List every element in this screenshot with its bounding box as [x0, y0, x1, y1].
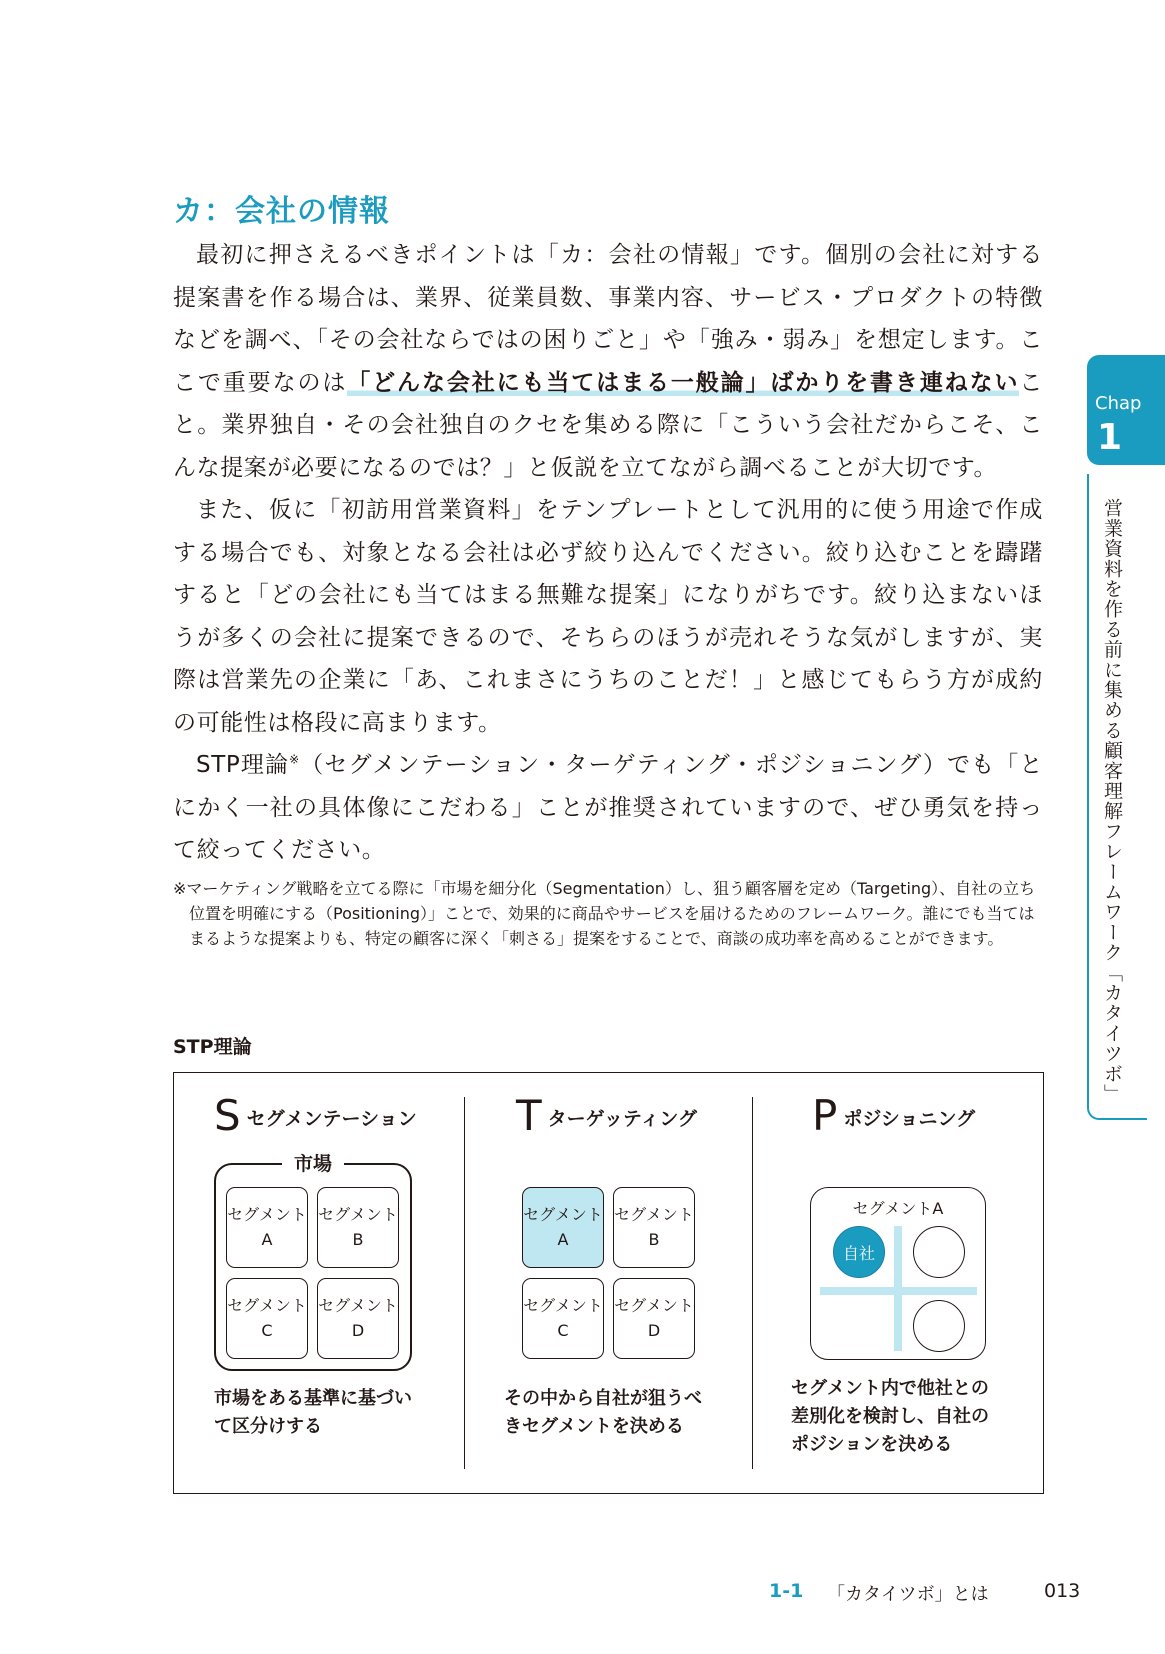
target-segment-d: セグメント D [613, 1278, 695, 1359]
chapter-number: 1 [1097, 417, 1123, 458]
targeting-letter: T [516, 1091, 542, 1140]
body-text [173, 234, 1043, 872]
segmentation-caption: 市場をある基準に基づい て区分けする [214, 1388, 412, 1437]
p1-highlight: 「どんな会社にも当てはまる一般論」ばかりを書き連ねない [347, 369, 1020, 396]
segmentation-name: セグメンテーション [246, 1108, 417, 1130]
target-segment-b: セグメント B [613, 1187, 695, 1268]
target-segment-c: セグメント C [522, 1278, 604, 1359]
positioning-name: ポジショニング [843, 1108, 976, 1130]
section-heading: カ：会社の情報 [173, 194, 390, 229]
segment-c: セグメント C [226, 1278, 308, 1359]
chapter-tab [1087, 355, 1165, 465]
positioning-map [810, 1187, 986, 1360]
targeting-header [516, 1091, 697, 1140]
footer-section-title: 「カタイツボ」とは [827, 1584, 989, 1605]
own-company-circle: 自社 [833, 1226, 885, 1278]
page-number: 013 [1044, 1580, 1081, 1602]
positioning-letter: P [812, 1091, 838, 1140]
paragraph-2: また、仮に「初訪用営業資料」をテンプレートとして汎用的に使う用途で作成する場合でも、対象となる会社は必ず絞り込んでください。絞り込むことを躊躇すると「どの会社にも当てはまる無難な提案」になりがちです。絞り込まないほうが多くの会社に提案できるので、そちらのほうが売れそうな気がしますが、実際は営業先の企業に「あ、これまさにうちのことだ！」と感じてもらう方が成約の可能性は格段に高まります。 [173, 497, 1043, 736]
chapter-label: Chap [1095, 393, 1142, 414]
segmentation-letter: S [214, 1091, 241, 1140]
paragraph-1 [173, 234, 1043, 489]
divider-2 [752, 1097, 753, 1469]
p3-text-b: （セグメンテーション・ターゲティング・ポジショニング）でも「とにかく一社の具体像にこだわる」ことが推奨されていますので、ぜひ勇気を持って絞ってください。 [173, 752, 1043, 863]
footnote [173, 876, 1045, 951]
targeting-name: ターゲッティング [547, 1108, 697, 1130]
p1-text-a: 最初に押さえるべきポイントは「カ：会社の情報」です。個別の会社に対する提案書を作る場合は、業界、従業員数、事業内容、サービス・プロダクトの特徴などを調べ、「その会社ならではの困りごと」や「強み・弱み」を想定します。ここで重要なのは [173, 242, 1043, 396]
footer-section-number: 1-1 [769, 1580, 804, 1602]
figure-title: STP理論 [173, 1036, 252, 1058]
p1-text-b: こと。業界独自・その会社独自のクセを集める際に「こういう会社だからこそ、こんな提案が必要になるのでは？」と仮説を立てながら調べることが大切です。 [173, 369, 1044, 481]
p3-text-a: STP理論 [196, 752, 290, 778]
paragraph-3 [173, 744, 1043, 872]
chapter-title: 営業資料を作る前に集める顧客理解フレームワーク「カタイツボ」 [1101, 498, 1123, 1104]
competitor-circle-1 [913, 1226, 965, 1278]
segmentation-header [214, 1091, 417, 1140]
market-label: 市場 [282, 1149, 344, 1176]
divider-1 [464, 1097, 465, 1469]
positioning-header [812, 1091, 976, 1140]
positioning-caption: セグメント内で他社との 差別化を検討し、自社の ポジションを決める [791, 1378, 989, 1455]
competitor-circle-2 [913, 1300, 965, 1352]
segment-b: セグメント B [317, 1187, 399, 1268]
positioning-map-title: セグメントA [852, 1199, 944, 1218]
targeting-caption: その中から自社が狙うべ きセグメントを決める [504, 1388, 702, 1437]
segment-a: セグメント A [226, 1187, 308, 1268]
segment-d: セグメント D [317, 1278, 399, 1359]
stp-figure [173, 1072, 1044, 1494]
horizontal-axis [820, 1287, 977, 1295]
note-mark: ※ [289, 752, 301, 767]
target-segment-a: セグメント A [522, 1187, 604, 1268]
footnote-text: ※マーケティング戦略を立てる際に「市場を細分化（Segmentation）し、狙う顧客層を定め（Targeting）、自社の立ち位置を明確にする（Positioning）」ことで、効果的に商品やサービスを届けるためのフレームワーク。誰にでも当てはまるような提案よりも、特定の顧客に深く「刺さる」提案をすることで、商談の成功率を高めることができます。 [173, 879, 1036, 948]
